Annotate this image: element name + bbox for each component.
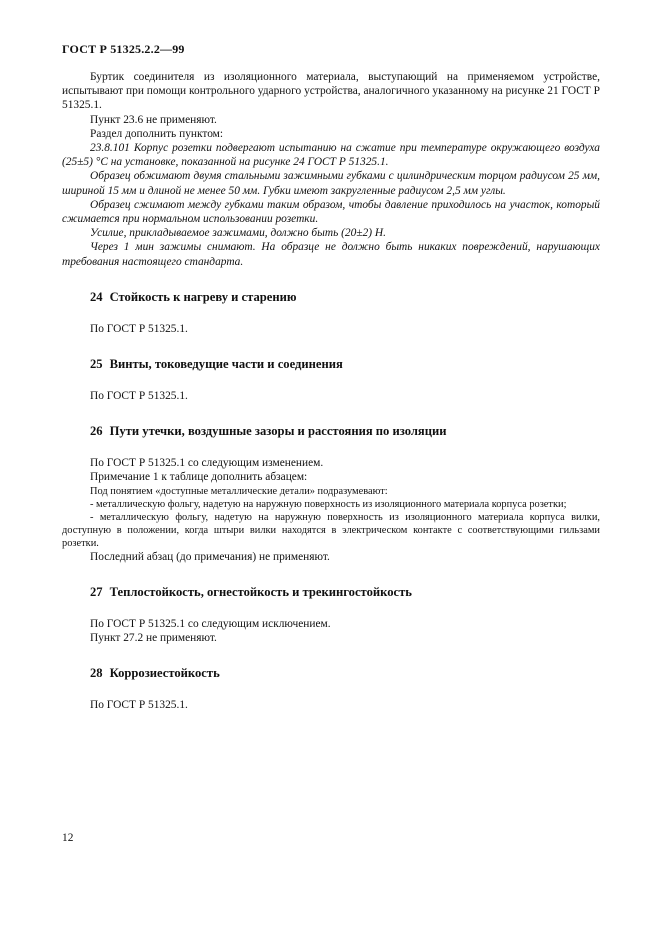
intro-paragraph-8: Через 1 мин зажимы снимают. На образце не должно быть никаких повреждений, нарушающих требования настоящего стандарта.: [62, 241, 600, 268]
intro-paragraph-7: Усилие, прикладываемое зажимами, должно быть (20±2) Н.: [90, 227, 386, 240]
intro-paragraph-5: Образец обжимают двумя стальными зажимными губками с цилиндрическим торцом радиусом 25 мм, шириной 15 мм и длиной не менее 50 мм. Губки имеют закругленные радиусом 2,5 мм углы.: [62, 170, 600, 197]
section-26-number: 26: [90, 424, 103, 439]
section-26-title: Пути утечки, воздушные зазоры и расстояния по изоляции: [109, 424, 447, 439]
section-26-line-1: По ГОСТ Р 51325.1 со следующим изменением.: [90, 457, 324, 470]
section-24-heading: [90, 289, 600, 305]
section-27-line-1: По ГОСТ Р 51325.1 со следующим исключением.: [90, 617, 331, 630]
section-27-title: Теплостойкость, огнестойкость и трекингостойкость: [109, 584, 412, 599]
section-26-note-3: - металлическую фольгу, надетую на наружную поверхность из изоляционного материала корпуса вилки, доступную в положении, когда штыри вилки находятся в электрическом контакте с соответствующими гильзами розетки.: [62, 511, 600, 549]
page-number: 12: [62, 832, 74, 844]
section-26-heading: [90, 423, 600, 439]
section-24-title: Стойкость к нагреву и старению: [109, 289, 297, 304]
section-26-line-2: Примечание 1 к таблице дополнить абзацем:: [90, 471, 308, 484]
section-25-title: Винты, токоведущие части и соединения: [109, 357, 343, 372]
section-25-body: По ГОСТ Р 51325.1.: [90, 390, 188, 403]
intro-paragraph-2: Пункт 23.6 не применяют.: [90, 113, 217, 126]
section-25-number: 25: [90, 357, 103, 372]
section-28-number: 28: [90, 666, 103, 681]
intro-paragraph-4: 23.8.101 Корпус розетки подвергают испытанию на сжатие при температуре окружающего воздуха (25±5) °С на установке, показанной на рисунке 24 ГОСТ Р 51325.1.: [62, 142, 600, 169]
section-28-body: По ГОСТ Р 51325.1.: [90, 699, 188, 712]
section-26-line-3: Последний абзац (до примечания) не применяют.: [90, 550, 330, 563]
section-26-note-1: Под понятием «доступные металлические детали» подразумевают:: [90, 485, 388, 497]
section-25-heading: [90, 356, 600, 372]
document-body: [62, 70, 600, 712]
intro-paragraph-6: Образец сжимают между губками таким образом, чтобы давление приходилось на участок, который сжимается при нормальном использовании розетки.: [62, 198, 600, 226]
section-27-number: 27: [90, 584, 103, 599]
intro-paragraph-1: Буртик соединителя из изоляционного материала, выступающий на применяемом устройстве, испытывают при помощи контрольного ударного устройства, аналогичного указанному на рисунке 21 ГОСТ Р 51325.1.: [62, 71, 600, 112]
document-header: ГОСТ Р 51325.2.2—99: [62, 42, 185, 56]
section-26-note-2: - металлическую фольгу, надетую на наружную поверхность из изоляционного материала корпуса розетки;: [90, 498, 567, 510]
section-24-number: 24: [90, 289, 103, 304]
section-27-heading: [90, 584, 600, 600]
section-28-heading: [90, 665, 600, 681]
section-24-body: По ГОСТ Р 51325.1.: [90, 322, 188, 335]
intro-paragraph-3: Раздел дополнить пунктом:: [90, 127, 224, 140]
section-27-line-2: Пункт 27.2 не применяют.: [90, 632, 217, 645]
section-28-title: Коррозиестойкость: [109, 666, 220, 681]
